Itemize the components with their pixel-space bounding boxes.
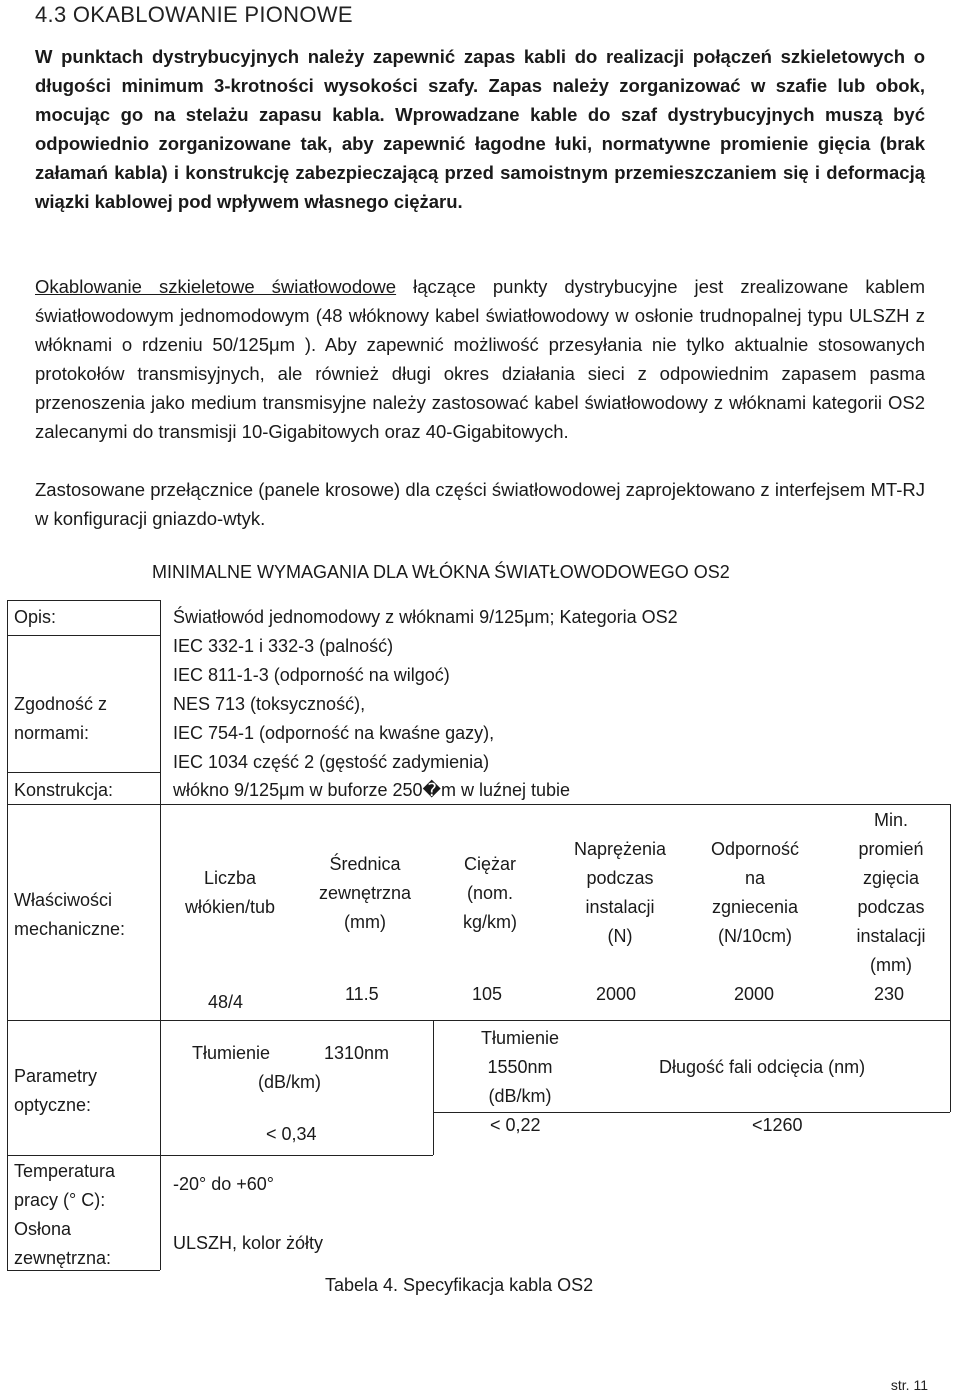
norm-item: IEC 332-1 i 332-3 (palność) [173,636,394,656]
value-liczba: 48/4 [208,992,244,1012]
norm-item: IEC 754-1 (odporność na kwaśne gazy), [173,723,495,743]
label-temp-2: pracy (° C): [14,1190,106,1210]
label-oslona-1: Osłona [14,1219,72,1239]
label-zgodnosc-2: normami: [14,723,90,743]
table-border [433,1020,434,1155]
label-zgodnosc-1: Zgodność z [14,694,108,714]
value-temp: -20° do +60° [173,1174,274,1194]
table-border [7,600,8,1270]
table-border [7,1155,160,1156]
paragraph-backbone-fiber [35,272,925,446]
header-ciezar: Ciężar (nom. kg/km) [463,854,517,932]
table-border [7,1020,160,1021]
header-cutoff: Długość fali odcięcia (nm) [659,1057,866,1077]
header-srednica: Średnica zewnętrzna (mm) [318,854,412,932]
value-t1550: < 0,22 [490,1115,541,1135]
value-odpornosc: 2000 [734,984,775,1004]
table-border [950,804,951,1020]
label-temp-1: Temperatura [14,1161,116,1181]
label-mech-1: Właściwości [14,890,113,910]
norm-item: NES 713 (toksyczność), [173,694,366,714]
table-border [7,635,160,636]
header-t1310-c: (dB/km) [258,1072,321,1092]
paragraph-backbone-fiber-text: łączące punkty dystrybucyjne jest zrealizowane kablem światłowodowym jednomodowym (48 włóknowy kabel światłowodowy w osłonie trudnopalnej typu ULSZH z włóknami o rdzeniu 50/125μm ). Aby zapewnić możliwość przesyłania nie tylko aktualnie stosowanych protokołów transmisyjnych, ale również długi okres działania sieci z odpowiednim zapasem pasma przenoszenia jako medium transmisyjne należy zastosować kabel światłowodowy z włóknami kategorii OS2 zalecanymi do transmisji 10-Gigabitowych oraz 40-Gigabitowych. [35,276,925,442]
value-cutoff: <1260 [752,1115,803,1135]
header-odpornosc: Odporność na zgniecenia (N/10cm) [710,839,800,946]
label-oslona-2: zewnętrzna: [14,1248,112,1268]
table-border [160,1020,950,1021]
label-opt-1: Parametry [14,1066,98,1086]
paragraph-cable-reserve: W punktach dystrybucyjnych należy zapewnić zapas kabli do realizacji połączeń szkieletowych o długości minimum 3-krotności wysokości szafy. Zapas należy zorganizować w szafie lub obok, mocując go na stelażu zapasu kabla. Wprowadzane kable do szaf dystrybucyjnych muszą być odpowiednio zorganizowane tak, aby zapewnić łagodne łuki, normatywne promienie gięcia (brak załamań kabla) i konstrukcję zabezpieczającą przed samoistnym przemieszczaniem się i deformacją wiązki kablowej pod wpływem własnego ciężaru. [35,46,925,212]
label-mech-2: mechaniczne: [14,919,126,939]
table-title: MINIMALNE WYMAGANIA DLA WŁÓKNA ŚWIATŁOWODOWEGO OS2 [152,562,730,582]
norm-item: IEC 1034 część 2 (gęstość zadymienia) [173,752,490,772]
value-naprezenia: 2000 [596,984,637,1004]
value-konstrukcja: włókno 9/125μm w buforze 250�m w luźnej tubie [173,780,571,800]
table-caption: Tabela 4. Specyfikacja kabla OS2 [325,1275,594,1295]
table-border [160,600,161,1270]
table-border [950,1020,951,1112]
label-konstrukcja: Konstrukcja: [14,780,114,800]
header-liczba: Liczba włókien/tub [184,868,276,917]
value-t1310: < 0,34 [266,1124,317,1144]
table-border [160,1155,433,1156]
header-promien: Min. promień zgięcia podczas instalacji (mm) [856,810,926,975]
label-opis: Opis: [14,607,57,627]
header-t1310-a: Tłumienie [192,1043,271,1063]
underlined-term: Okablowanie szkieletowe światłowodowe [35,276,397,297]
value-oslona: ULSZH, kolor żółty [173,1233,324,1253]
paragraph-patch-panels: Zastosowane przełącznice (panele krosowe) dla części światłowodowej zaprojektowano z interfejsem MT-RJ w konfiguracji gniazdo-wtyk. [35,479,925,529]
value-ciezar: 105 [472,984,503,1004]
header-naprezenia: Naprężenia podczas instalacji (N) [573,839,667,946]
header-t1550: Tłumienie 1550nm (dB/km) [480,1028,560,1106]
norm-item: IEC 811-1-3 (odporność na wilgoć) [173,665,450,685]
label-opt-2: optyczne: [14,1095,92,1115]
header-t1310-b: 1310nm [324,1043,390,1063]
table-border [7,600,160,601]
table-border [7,772,160,773]
value-promien: 230 [874,984,905,1004]
page-number: str. 11 [890,1377,928,1393]
value-srednica: 11.5 [345,984,379,1004]
section-heading: 4.3 OKABLOWANIE PIONOWE [35,2,353,27]
value-opis: Światłowód jednomodowy z włóknami 9/125μm; Kategoria OS2 [173,607,678,627]
